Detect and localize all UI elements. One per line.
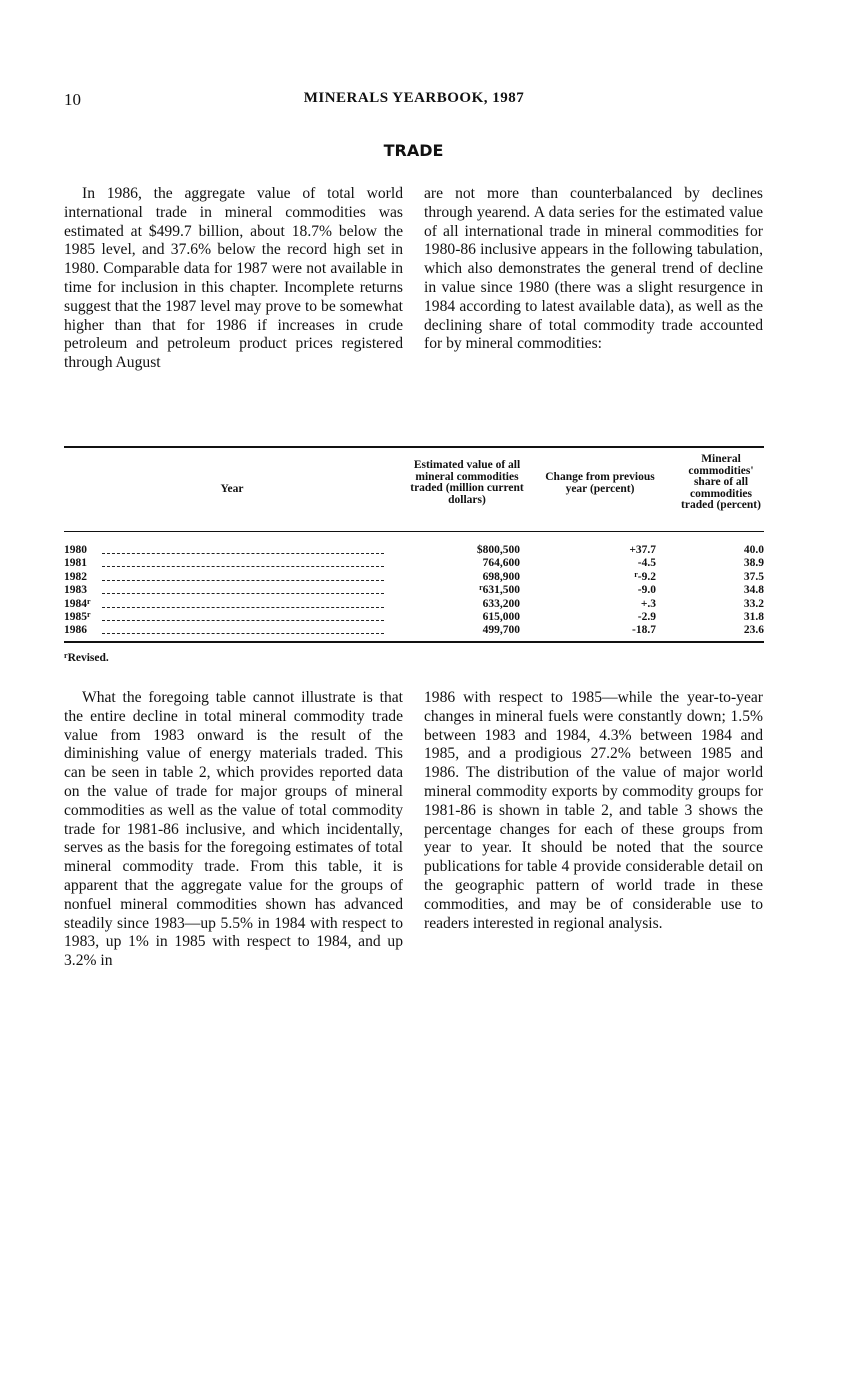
change-text: +.3 [640, 597, 656, 610]
table-row [64, 598, 764, 611]
cell-share [744, 584, 764, 597]
cell-year [64, 571, 87, 584]
intro-paragraph-right: are not more than counterbalanced by declines through yearend. A data series for the estimated value of all international trade in mineral commodities for 1980-86 inclusive appears in the following tabulation, which also demonstrates the general trend of decline in value since 1980 (there was a slight resurgence in 1984 according to latest available data), as well as the declining share of total commodity trade accounted for by mineral commodities: [424, 185, 763, 353]
cell-value [483, 611, 520, 624]
change-text: -9.2 [637, 570, 656, 583]
share-text: 34.8 [743, 584, 764, 597]
cell-share [744, 544, 764, 557]
header-estimated-value: Estimated value of all mineral commodities traded (million current dollars) [410, 459, 524, 506]
year-text: 1982 [64, 570, 87, 583]
cell-share [744, 611, 764, 624]
table-row [64, 624, 764, 637]
header-share: Mineral commodities' share of all commodities traded (percent) [681, 453, 761, 512]
cell-change [641, 598, 656, 611]
cell-change [629, 544, 656, 557]
cell-year [64, 557, 87, 570]
running-title: MINERALS YEARBOOK, 1987 [303, 90, 525, 106]
header-year: Year [220, 483, 244, 495]
year-text: 1985 [64, 610, 87, 623]
share-text: 38.9 [743, 557, 764, 570]
cell-change [638, 611, 656, 624]
cell-value [477, 544, 520, 557]
cell-year [64, 544, 87, 557]
revised-mark: r [479, 583, 483, 593]
cell-year [64, 624, 87, 637]
value-text: 698,900 [482, 570, 520, 583]
cell-year [64, 611, 91, 624]
table-bottom-rule [64, 641, 764, 643]
year-text: 1981 [64, 557, 87, 570]
dot-leader [102, 633, 384, 634]
revised-mark: r [634, 569, 638, 579]
share-text: 40.0 [743, 544, 764, 556]
table-header-rule [64, 531, 764, 532]
cell-value [483, 571, 520, 584]
cell-value [483, 598, 520, 611]
table-top-rule [64, 446, 764, 448]
dot-leader [102, 553, 384, 554]
table-row [64, 584, 764, 597]
table-body [64, 544, 764, 638]
cell-share [744, 598, 764, 611]
cell-value [483, 624, 520, 637]
cell-change [632, 624, 656, 637]
cell-share [744, 624, 764, 637]
value-text: 764,600 [482, 557, 520, 570]
table-footnote [64, 652, 109, 664]
cell-share [744, 557, 764, 570]
dot-leader [102, 620, 384, 621]
change-text: -9.0 [637, 584, 656, 597]
cell-change [638, 557, 656, 570]
cell-year [64, 584, 87, 597]
table-row [64, 557, 764, 570]
revised-mark: r [87, 609, 91, 619]
change-text: +37.7 [629, 544, 656, 556]
change-text: -4.5 [637, 557, 656, 570]
value-text: 615,000 [482, 610, 520, 623]
intro-paragraph-left: In 1986, the aggregate value of total world international trade in mineral commodities was estimated at $499.7 billion, about 18.7% below the 1985 level, and 37.6% below the record high set in 1980. Comparable data for 1987 were not available in time for inclusion in this chapter. Incomplete returns suggest that the 1987 level may prove to be somewhat higher than that for 1986 if increases in crude petroleum and petroleum product prices registered through August [64, 185, 403, 372]
footnote-text: Revised. [67, 652, 109, 664]
analysis-paragraph-right: 1986 with respect to 1985—while the year-to-year changes in mineral fuels were constantly down; 1.5% between 1983 and 1984, 4.3% between 1984 and 1985, and a prodigious 27.2% between 1985 and 1986. The distribution of the value of major world mineral commodity exports by commodity groups for 1981-86 is shown in table 2, and table 3 shows the percentage changes for each of these groups from year to year. It should be noted that the source publications for table 4 provide considerable detail on the geographic pattern of world trade in these commodities, and may be of considerable use to readers interested in regional analysis. [424, 689, 763, 932]
header-change: Change from previous year (percent) [545, 471, 655, 495]
table-row [64, 544, 764, 557]
change-text: -2.9 [637, 610, 656, 623]
year-text: 1983 [64, 584, 87, 597]
share-text: 23.6 [743, 624, 764, 637]
share-text: 37.5 [743, 570, 764, 583]
year-text: 1986 [64, 624, 87, 637]
dot-leader [102, 580, 384, 581]
cell-share [744, 571, 764, 584]
value-text: 499,700 [482, 624, 520, 637]
share-text: 33.2 [743, 597, 764, 610]
cell-year [64, 598, 91, 611]
share-text: 31.8 [743, 610, 764, 623]
cell-change [634, 571, 656, 584]
year-text: 1984 [64, 597, 87, 610]
revised-mark: r [87, 596, 91, 606]
page-header [64, 90, 764, 114]
footnote-mark: r [64, 651, 68, 660]
year-text: 1980 [64, 544, 87, 556]
cell-value [479, 584, 520, 597]
value-text: $800,500 [476, 544, 520, 556]
change-text: -18.7 [632, 624, 656, 637]
dot-leader [102, 607, 384, 608]
table-row [64, 571, 764, 584]
cell-change [638, 584, 656, 597]
table-row [64, 611, 764, 624]
dot-leader [102, 566, 384, 567]
page-number: 10 [64, 90, 81, 109]
section-title: TRADE [383, 141, 444, 160]
dot-leader [102, 593, 384, 594]
value-text: 631,500 [482, 584, 520, 597]
cell-value [483, 557, 520, 570]
analysis-paragraph-left: What the foregoing table cannot illustrate is that the entire decline in total mineral commodity trade value from 1983 onward is the result of the diminishing value of energy materials traded. This can be seen in table 2, which provides reported data on the value of trade for major groups of mineral commodities as well as the value of total commodity trade for 1981-86 inclusive, and which incidentally, serves as the basis for the foregoing estimates of total mineral commodity trade. From this table, it is apparent that the aggregate value for the groups of nonfuel mineral commodities shown has advanced steadily since 1983—up 5.5% in 1984 with respect to 1983, up 1% in 1985 with respect to 1984, and up 3.2% in [64, 689, 403, 970]
value-text: 633,200 [482, 597, 520, 610]
